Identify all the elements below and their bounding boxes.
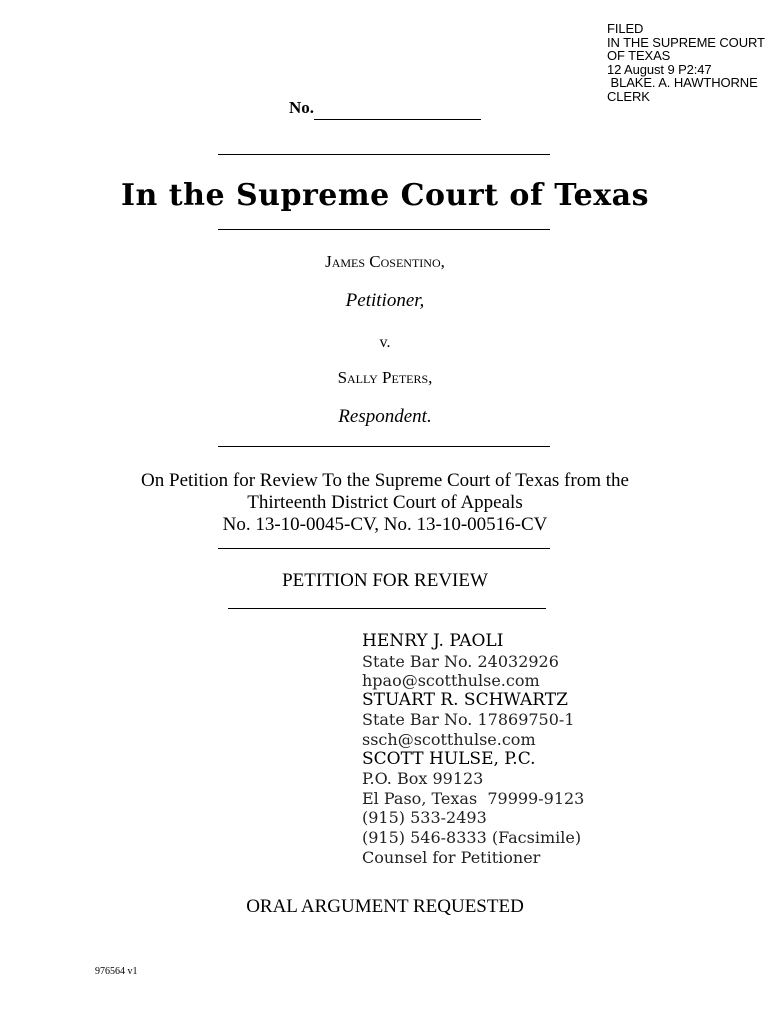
firm-fax: (915) 546-8333 (Facsimile) [362, 827, 582, 847]
respondent-name: Sally Peters, [337, 368, 433, 387]
respondent-role: Respondent. [338, 406, 432, 427]
divider-rule [218, 548, 550, 549]
versus: v. [379, 334, 391, 351]
firm-city: El Paso, Texas 79999-9123 [362, 788, 585, 808]
appeal-line-3: No. 13-10-0045-CV, No. 13-10-00516-CV [222, 514, 548, 535]
firm-name: SCOTT HULSE, P.C. [362, 748, 536, 769]
stamp-line: OF TEXAS [607, 48, 671, 63]
counsel-block [362, 632, 584, 867]
attorney-1-bar-number: State Bar No. 24032926 [362, 651, 559, 671]
case-number-label: No. [289, 98, 315, 117]
document-title: PETITION FOR REVIEW [282, 570, 488, 591]
attorney-1-name: HENRY J. PAOLI [362, 631, 504, 651]
counsel-role: Counsel for Petitioner [362, 847, 541, 867]
divider-rule [228, 608, 546, 609]
stamp-line: FILED [607, 21, 644, 36]
document-id: 976564 v1 [95, 966, 138, 977]
attorney-2-email: ssch@scotthulse.com [362, 729, 536, 749]
divider-rule [218, 446, 550, 447]
firm-phone: (915) 533-2493 [362, 808, 487, 828]
attorney-1-email: hpao@scotthulse.com [362, 671, 540, 691]
oral-argument-requested: ORAL ARGUMENT REQUESTED [246, 896, 524, 917]
firm-po-box: P.O. Box 99123 [362, 769, 484, 789]
attorney-2-name: STUART R. SCHWARTZ [362, 689, 568, 710]
appeal-line-1: On Petition for Review To the Supreme Court of Texas from the [141, 470, 629, 491]
stamp-line: IN THE SUPREME COURT [607, 34, 765, 50]
appeal-line-2: Thirteenth District Court of Appeals [247, 492, 523, 513]
stamp-line: CLERK [607, 88, 650, 104]
case-number-blank-line [314, 119, 481, 120]
court-title: In the Supreme Court of Texas [121, 178, 649, 213]
attorney-2-bar-number: State Bar No. 17869750-1 [362, 710, 575, 730]
petitioner-role: Petitioner, [345, 290, 425, 311]
petitioner-name: James Cosentino, [325, 252, 445, 271]
filing-stamp [607, 22, 765, 103]
divider-rule [218, 229, 550, 230]
stamp-line: BLAKE. A. HAWTHORNE [607, 75, 758, 90]
divider-rule [218, 154, 550, 155]
stamp-line: 12 August 9 P2:47 [607, 61, 712, 77]
